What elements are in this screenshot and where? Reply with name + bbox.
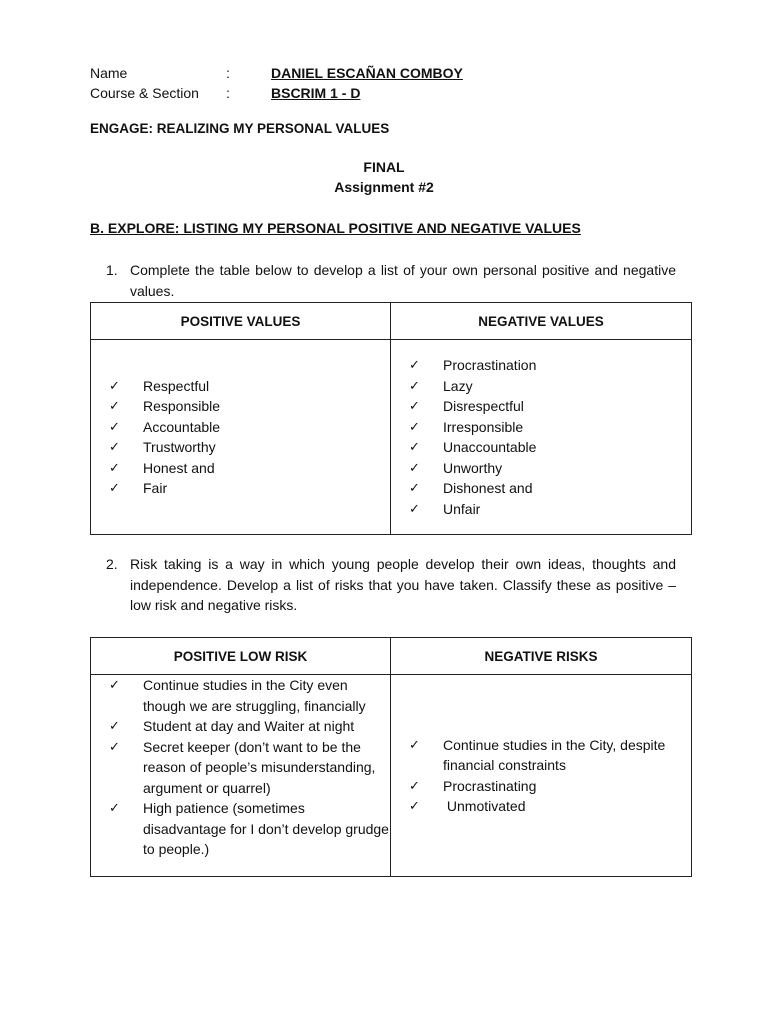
positive-risk-item — [91, 798, 393, 860]
negative-value-item — [391, 499, 691, 520]
negative-values-header: NEGATIVE VALUES — [391, 303, 692, 340]
negative-risk-item-text: Unmotivated — [443, 798, 526, 814]
positive-risk-item-text: Secret keeper (don’t want to be the reason of people’s misunderstanding, argument or quarrel) — [143, 738, 380, 796]
negative-value-item — [391, 396, 691, 417]
checkmark-icon: ✓ — [109, 718, 120, 733]
checkmark-icon: ✓ — [109, 459, 120, 475]
positive-value-item-text: Accountable — [143, 418, 221, 435]
positive-value-item-text: Respectful — [143, 377, 210, 394]
instruction-2 — [106, 554, 676, 616]
positive-value-item — [91, 417, 390, 438]
checkmark-icon: ✓ — [109, 439, 120, 454]
course-label: Course & Section — [90, 85, 199, 101]
positive-risk-item — [91, 675, 390, 716]
negative-risks-list — [391, 735, 691, 817]
positive-value-item-text: Responsible — [143, 398, 221, 414]
positive-value-item — [91, 396, 390, 417]
engage-title: ENGAGE: REALIZING MY PERSONAL VALUES — [90, 121, 390, 136]
instruction-2-number: 2. — [106, 556, 118, 572]
checkmark-icon: ✓ — [409, 398, 420, 413]
checkmark-icon: ✓ — [109, 418, 120, 434]
risks-table — [90, 637, 692, 877]
positive-value-item — [91, 437, 390, 458]
checkmark-icon: ✓ — [409, 798, 420, 813]
values-table — [90, 302, 692, 535]
negative-value-item — [391, 458, 691, 479]
positive-risk-item-text: Student at day and Waiter at night — [143, 718, 355, 734]
positive-value-item — [91, 478, 390, 499]
negative-value-item — [391, 355, 691, 376]
student-name: DANIEL ESCAÑAN COMBOY — [271, 65, 463, 81]
negative-risk-item-text: Continue studies in the City, despite financial constraints — [443, 736, 670, 773]
negative-values-list — [391, 355, 691, 519]
checkmark-icon: ✓ — [109, 377, 120, 393]
instruction-2-text: Risk taking is a way in which young people develop their own ideas, thoughts and independence. Develop a list of risks that you have taken. Classify these as positive –low risk and negative risks. — [130, 556, 676, 613]
positive-low-risk-cell — [91, 675, 391, 877]
course-colon: : — [226, 85, 230, 101]
name-label: Name — [90, 65, 128, 81]
checkmark-icon: ✓ — [109, 480, 120, 495]
checkmark-icon: ✓ — [409, 377, 420, 393]
checkmark-icon: ✓ — [109, 800, 120, 815]
negative-value-item-text: Unworthy — [443, 459, 503, 476]
positive-low-risk-header: POSITIVE LOW RISK — [91, 638, 391, 675]
course-section: BSCRIM 1 - D — [271, 85, 361, 101]
name-colon: : — [226, 65, 230, 81]
checkmark-icon: ✓ — [109, 677, 120, 692]
negative-risk-item — [391, 776, 691, 797]
negative-value-item-text: Irresponsible — [443, 418, 524, 435]
checkmark-icon: ✓ — [409, 500, 420, 516]
checkmark-icon: ✓ — [109, 738, 120, 754]
checkmark-icon: ✓ — [409, 439, 420, 454]
positive-values-list — [91, 376, 390, 499]
positive-values-cell — [91, 340, 391, 535]
positive-value-item — [91, 376, 390, 397]
negative-value-item-text: Unfair — [443, 500, 481, 517]
negative-risk-item — [391, 796, 691, 817]
negative-risk-item-text: Procrastinating — [443, 777, 537, 794]
checkmark-icon: ✓ — [109, 398, 120, 413]
final-label: FINAL — [363, 159, 405, 175]
checkmark-icon: ✓ — [409, 777, 420, 793]
explore-title: B. EXPLORE: LISTING MY PERSONAL POSITIVE AND NEGATIVE VALUES — [90, 220, 581, 236]
positive-risk-item-text: Continue studies in the City even though we are struggling, financially — [143, 677, 366, 714]
checkmark-icon: ✓ — [409, 418, 420, 434]
positive-value-item-text: Trustworthy — [143, 439, 216, 455]
negative-value-item-text: Procrastination — [443, 357, 537, 373]
negative-values-cell — [391, 340, 692, 535]
positive-value-item — [91, 458, 390, 479]
negative-value-item-text: Lazy — [443, 377, 473, 394]
negative-risks-cell — [391, 675, 692, 877]
assignment-label: Assignment #2 — [334, 179, 434, 195]
positive-values-header: POSITIVE VALUES — [91, 303, 391, 340]
positive-risk-item — [91, 737, 390, 799]
instruction-1-text: Complete the table below to develop a list of your own personal positive and negative values. — [130, 262, 676, 299]
negative-value-item — [391, 376, 691, 397]
negative-value-item — [391, 417, 691, 438]
negative-value-item-text: Dishonest and — [443, 480, 533, 496]
positive-risk-item — [91, 716, 390, 737]
positive-risk-item-text: High patience (sometimes disadvantage for I don’t develop grudge to people.) — [143, 800, 393, 857]
negative-value-item — [391, 437, 691, 458]
checkmark-icon: ✓ — [409, 357, 420, 372]
negative-value-item — [391, 478, 691, 499]
negative-risks-header: NEGATIVE RISKS — [391, 638, 692, 675]
instruction-1-number: 1. — [106, 262, 118, 278]
negative-risk-item — [391, 735, 691, 776]
checkmark-icon: ✓ — [409, 459, 420, 475]
checkmark-icon: ✓ — [409, 736, 420, 752]
positive-value-item-text: Honest and — [143, 459, 215, 476]
checkmark-icon: ✓ — [409, 480, 420, 495]
negative-value-item-text: Unaccountable — [443, 439, 537, 455]
instruction-1 — [106, 260, 676, 301]
positive-value-item-text: Fair — [143, 480, 168, 496]
negative-value-item-text: Disrespectful — [443, 398, 524, 414]
positive-low-risk-list — [91, 675, 393, 860]
